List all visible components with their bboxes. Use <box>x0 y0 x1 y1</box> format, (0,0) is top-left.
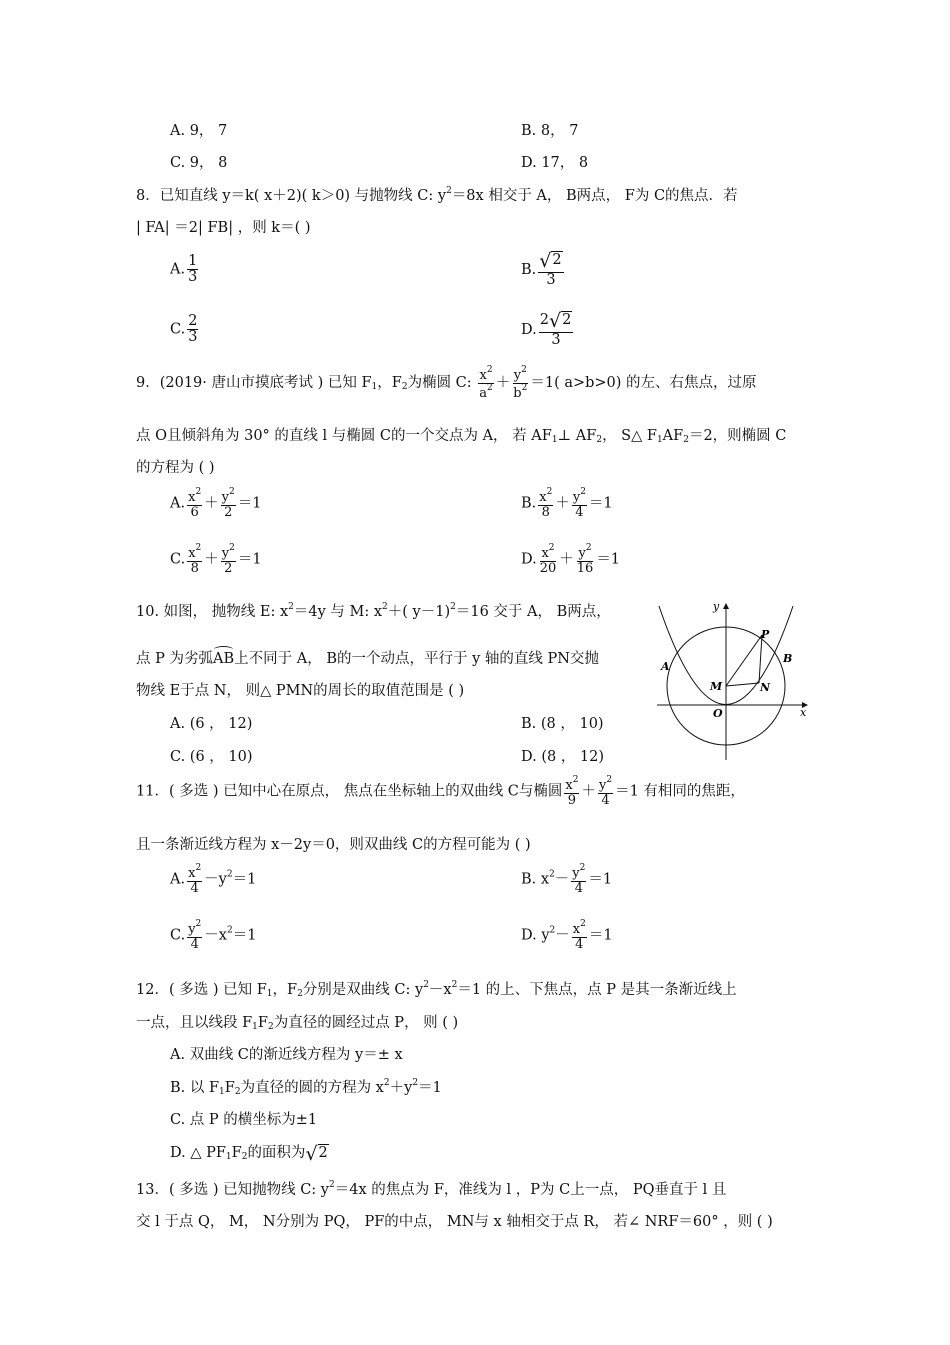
q13-stem-line1: 13．( 多选 ) 已知抛物线 C: $y^2=4x$ 的焦点为 F，准线为 l ，P为 C上一点， PQ垂直于 l 且 <box>136 1180 727 1198</box>
q9-option-a: A. $\frac{x^2}{6}$ ＋ $\frac{y^2}{2}$ ＝1 <box>170 487 262 520</box>
q10-stem-line3: 物线 E于点 N， 则△ PMN的周长的取值范围是 ( ) <box>136 683 465 699</box>
q13-stem-line2: 交 l 于点 Q， M， N分别为 PQ， PF的中点， MN与 x 轴相交于点 R， 若∠ NRF＝60° ，则 ( ) <box>136 1214 773 1230</box>
sqrt-symbol: √2 <box>305 1143 328 1165</box>
q9-option-c: C. $\frac{x^2}{8}$ ＋ $\frac{y^2}{2}$ ＝1 <box>170 543 262 576</box>
q12-option-c: C. 点 P 的横坐标为±1 <box>170 1112 318 1128</box>
q11-option-d: D. $y^2-$ $\frac{x^2}{4}$ ＝1 <box>521 919 613 952</box>
label-o: O <box>713 707 723 720</box>
q8-option-b: B. $\frac{√2}{3}$ <box>521 250 562 288</box>
label-a: A <box>661 660 670 673</box>
segment-pn <box>759 635 762 683</box>
q10-stem-line1: 10. 如图， 抛物线 E: $x^2=4y$ 与 M: $x^2+$( y－1)$^2$＝16 交于 A， B两点， <box>136 602 611 620</box>
q10-stem-line2: 点 P 为劣弧AB上不同于 A， B的一个动点，平行于 y 轴的直线 PN交抛 <box>136 651 599 667</box>
q12-option-b: B. 以 $F_1F_2$为直径的圆的方程为 $x^2+y^2=1$ <box>170 1078 442 1097</box>
q9-stem-line3: 的方程为 ( ) <box>136 460 215 476</box>
label-x: x <box>800 706 807 719</box>
q8-stem-line1: 8．已知直线 y＝k( x＋2)( k＞0) 与抛物线 C: $y^2=8x$ 相交于 A， B两点， F为 C的焦点．若 <box>136 186 738 204</box>
q8-option-d: D. $\frac{2√2}{3}$ <box>521 310 572 348</box>
q12-option-a: A. 双曲线 C的渐近线方程为 y＝± x <box>170 1047 403 1063</box>
q7-option-c: C. 9， 8 <box>170 155 228 171</box>
q9-option-d: D. $\frac{x^2}{20}$ ＋ $\frac{y^2}{16}$ ＝1 <box>521 543 621 576</box>
parabola-circle-figure <box>655 598 815 763</box>
q7-option-b: B. 8， 7 <box>521 123 579 139</box>
sqrt-symbol: √2 <box>548 310 572 332</box>
q12-stem-line1: 12．( 多选 ) 已知 $F_1$，$F_2$分别是双曲线 C: $y^2-x^2=1$ 的上、下焦点，点 P 是其一条渐近线上 <box>136 980 737 999</box>
q11-stem-line1: 11．( 多选 ) 已知中心在原点， 焦点在坐标轴上的双曲线 C与椭圆 $\frac{x^2}{9}$ ＋ $\frac{y^2}{4}$ ＝1 有相同的焦距， <box>136 775 745 808</box>
q12-stem-line2: 一点，且以线段 $F_1F_2$为直径的圆经过点 P， 则 ( ) <box>136 1015 459 1032</box>
q11-stem-line2: 且一条渐近线方程为 x－2y＝0，则双曲线 C的方程可能为 ( ) <box>136 837 531 853</box>
q12-option-d: D. △ $PF_1F_2$的面积为√2 <box>170 1143 328 1165</box>
q10-option-a: A. (6 ， 12) <box>170 716 253 732</box>
label-p: P <box>761 628 770 641</box>
q7-option-a: A. 9， 7 <box>170 123 228 139</box>
label-b: B <box>783 652 793 665</box>
q9-stem-line2: 点 O且倾斜角为 30° 的直线 l 与椭圆 C的一个交点为 A， 若 $AF_1\perp$ $AF_2$， S△ $F_1AF_2=2$，则椭圆 C <box>136 428 787 445</box>
q8-option-a: A. $\frac{1}{3}$ <box>170 253 198 286</box>
label-y: y <box>713 600 720 613</box>
label-m: M <box>710 680 723 693</box>
q9-stem-line1: 9．(2019· 唐山市摸底考试 ) 已知 $F_1$，$F_2$为椭圆 C: $\frac{x^2}{a^2}$ ＋ $\frac{y^2}{b^2}$ ＝1( a>b>0) 的左、右焦点，过原 <box>136 365 757 401</box>
arc-ab: AB <box>212 651 235 667</box>
q11-option-c: C. $\frac{y^2}{4}$ $-x^2=1$ <box>170 919 257 952</box>
q7-option-d: D. 17， 8 <box>521 155 589 171</box>
sqrt-symbol: √2 <box>539 250 562 272</box>
q9-option-b: B. $\frac{x^2}{8}$ ＋ $\frac{y^2}{4}$ ＝1 <box>521 487 613 520</box>
q8-stem-line2: | FA| ＝2| FB| ，则 k＝( ) <box>136 220 311 236</box>
q11-option-a: A. $\frac{x^2}{4}$ $-y^2=1$ <box>170 863 257 896</box>
q10-option-c: C. (6 ， 10) <box>170 749 253 765</box>
segment-mn <box>726 683 759 686</box>
q10-option-b: B. (8 ， 10) <box>521 716 604 732</box>
q10-option-d: D. (8 ， 12) <box>521 749 605 765</box>
label-n: N <box>760 681 771 694</box>
q11-option-b: B. $x^2-$ $\frac{y^2}{4}$ ＝1 <box>521 863 613 896</box>
segment-mp <box>726 635 762 686</box>
q8-option-c: C. $\frac{2}{3}$ <box>170 313 198 346</box>
